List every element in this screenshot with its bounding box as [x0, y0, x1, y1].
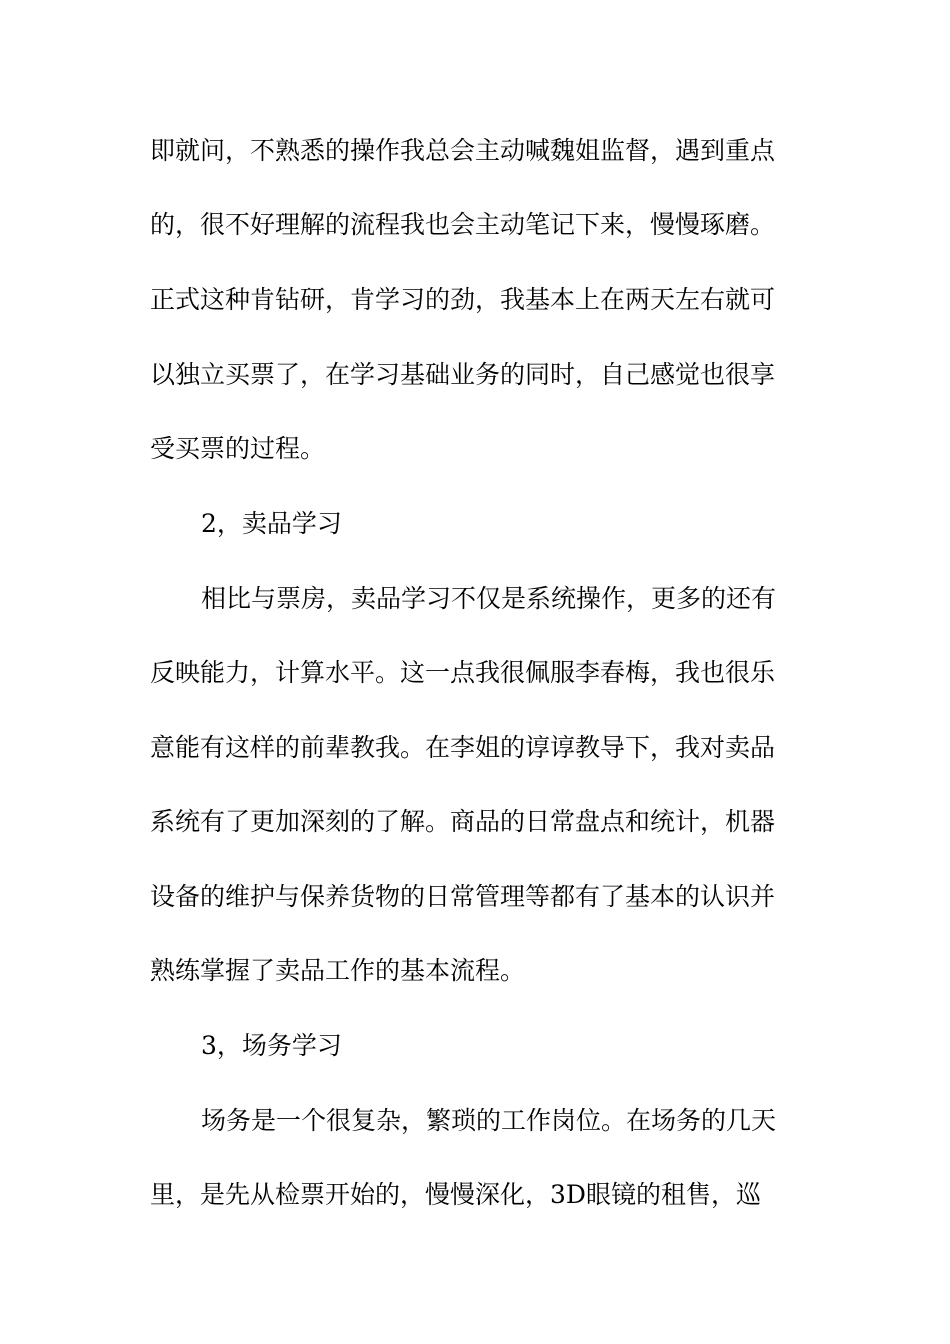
- paragraph-line: 场务是一个很复杂，繁琐的工作岗位。在场务的几天: [201, 1106, 777, 1135]
- paragraph-line: 熟练掌握了卖品工作的基本流程。: [150, 956, 526, 985]
- paragraph-line: 反映能力，计算水平。这一点我很佩服李春梅，我也很乐: [150, 658, 776, 687]
- paragraph-line: 即就问，不熟悉的操作我总会主动喊魏姐监督，遇到重点: [150, 136, 776, 165]
- section-heading: 3，场务学习: [201, 1031, 342, 1060]
- paragraph-line: 正式这种肯钻研，肯学习的劲，我基本上在两天左右就可: [150, 285, 776, 314]
- section-heading: 2，卖品学习: [201, 509, 342, 538]
- paragraph-line: 以独立买票了，在学习基础业务的同时，自己感觉也很享: [150, 360, 776, 389]
- paragraph-line: 意能有这样的前辈教我。在李姐的谆谆教导下，我对卖品: [150, 733, 776, 762]
- paragraph-line: 系统有了更加深刻的了解。商品的日常盘点和统计，机器: [150, 807, 776, 836]
- paragraph-line: 受买票的过程。: [150, 434, 326, 463]
- paragraph-line: 里，是先从检票开始的，慢慢深化，3D眼镜的租售，巡: [150, 1180, 761, 1209]
- paragraph-line: 相比与票房，卖品学习不仅是系统操作，更多的还有: [201, 584, 777, 613]
- paragraph-line: 设备的维护与保养货物的日常管理等都有了基本的认识并: [150, 882, 776, 911]
- paragraph-line: 的，很不好理解的流程我也会主动笔记下来，慢慢琢磨。: [150, 210, 776, 239]
